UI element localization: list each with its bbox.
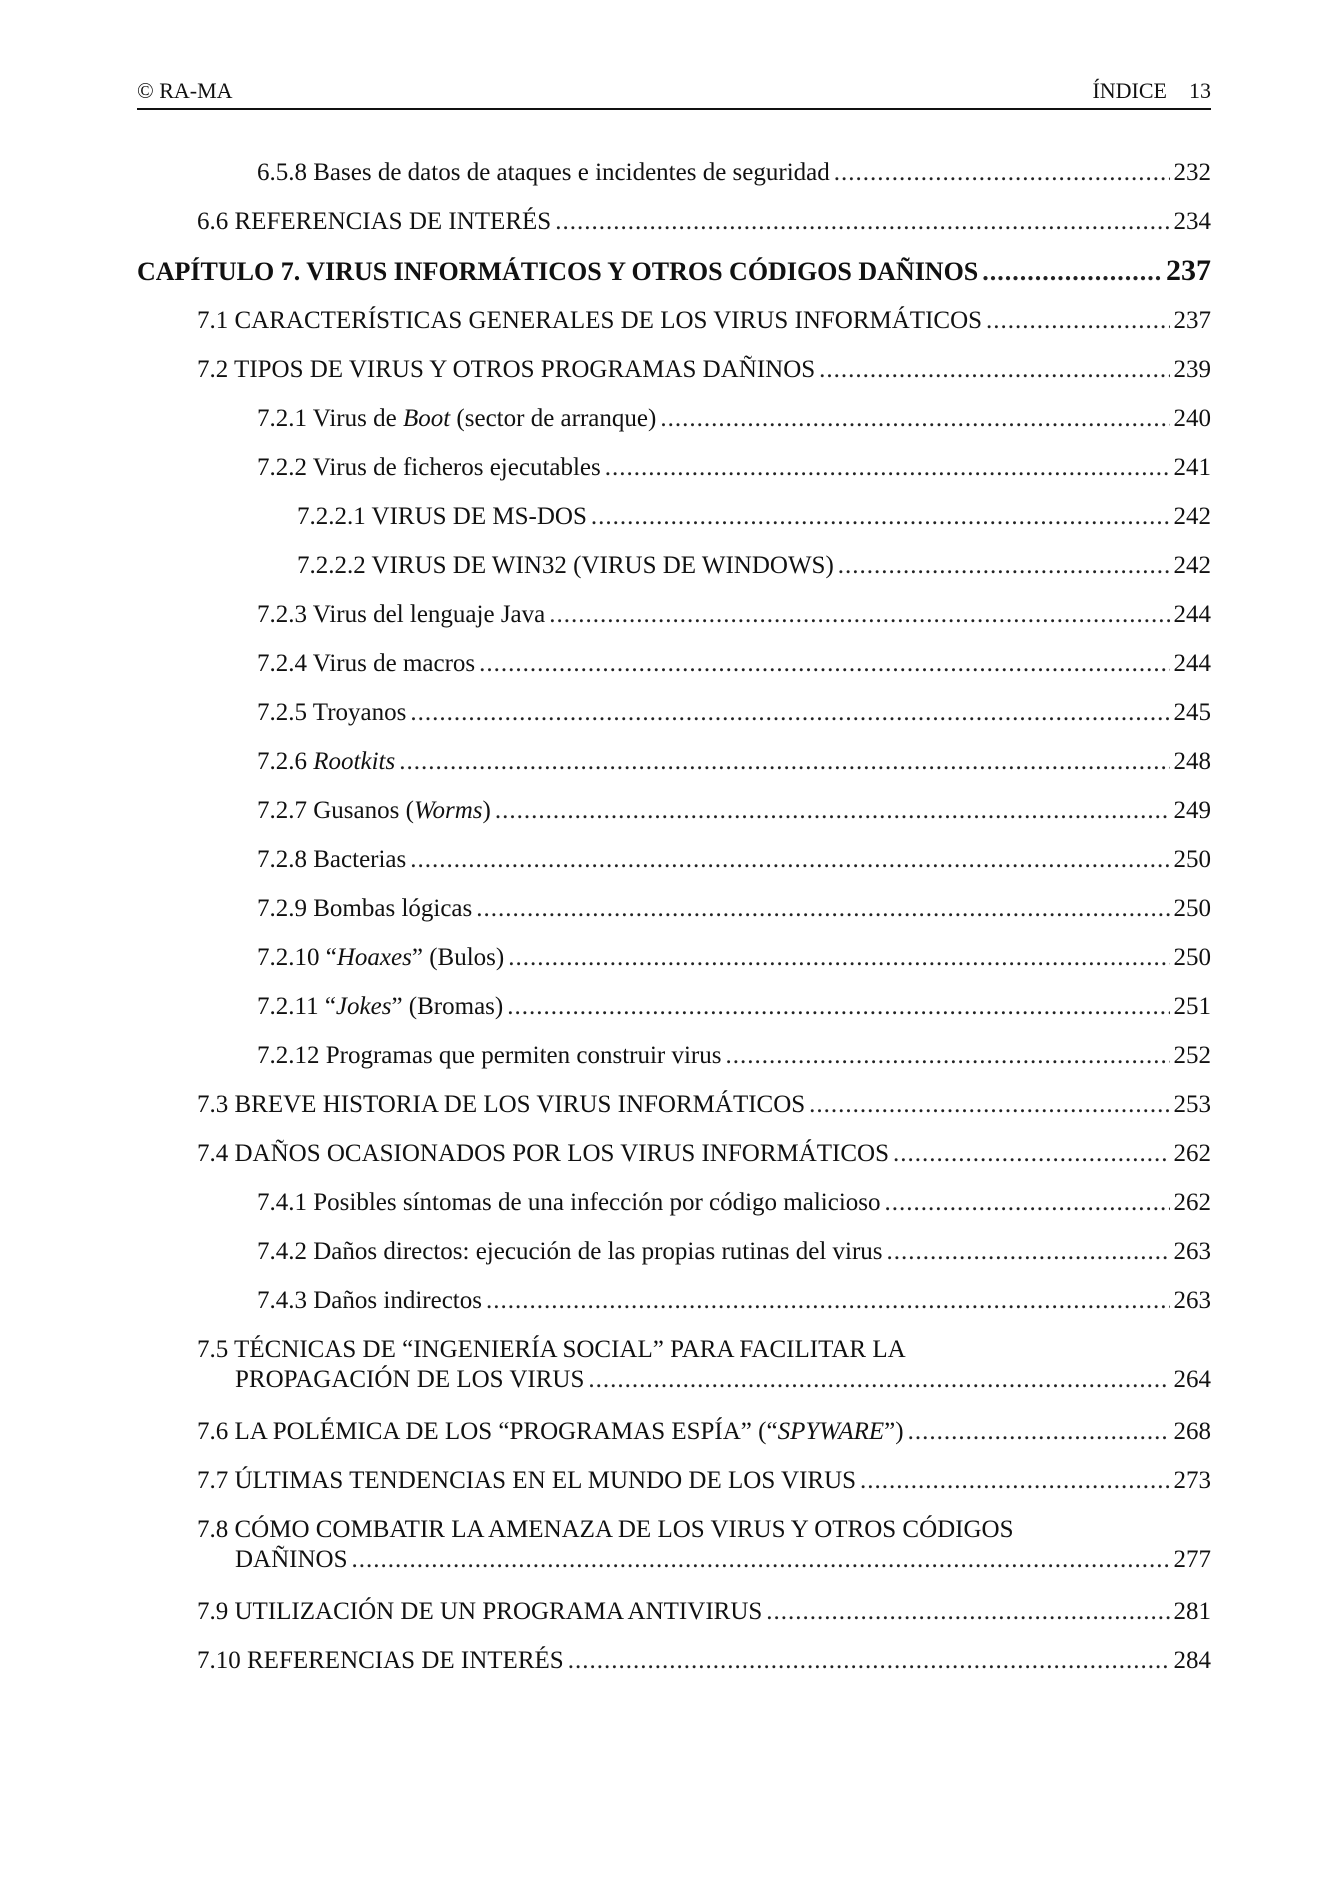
dot-leader [726, 1041, 1170, 1071]
toc-entry [137, 453, 1211, 502]
toc-entry-title: 7.10 REFERENCIAS DE INTERÉS [197, 1647, 564, 1674]
dot-leader [982, 257, 1162, 287]
toc-entry [137, 502, 1211, 551]
dot-leader [568, 1646, 1170, 1676]
toc-entry-page: 262 [1173, 1140, 1211, 1167]
toc-chapter-entry [137, 256, 1211, 306]
toc-entry-line2 [197, 1545, 1211, 1575]
toc-entry [137, 992, 1211, 1041]
toc-entry [137, 1090, 1211, 1139]
toc-entry-title: 6.6 REFERENCIAS DE INTERÉS [197, 208, 552, 235]
title-italic: Worms [413, 797, 483, 824]
toc-entry-title-line1: 7.5 TÉCNICAS DE “INGENIERÍA SOCIAL” PARA FACILITAR LA [197, 1336, 906, 1363]
toc-entry-page: 240 [1173, 405, 1211, 432]
toc-entry-title-line2: DAÑINOS [235, 1546, 348, 1573]
toc-entry-multiline [137, 1335, 1211, 1417]
toc-entry-page: 249 [1173, 797, 1211, 824]
toc-entry-page: 284 [1173, 1647, 1211, 1674]
toc-entry [137, 600, 1211, 649]
title-text: 7.2.7 Gusanos ( [257, 797, 414, 824]
toc-entry-title: 7.2.2.2 VIRUS DE WIN32 (VIRUS DE WINDOWS) [297, 552, 834, 579]
dot-leader [486, 1286, 1170, 1316]
title-text: 7.6 LA POLÉMICA DE LOS “PROGRAMAS ESPÍA” (“ [197, 1418, 778, 1445]
dot-leader [908, 1417, 1170, 1447]
toc-entry-page: 281 [1173, 1598, 1211, 1625]
toc-entry [137, 207, 1211, 256]
toc-entry-page: 232 [1173, 159, 1211, 186]
toc-entry-page: 268 [1173, 1418, 1211, 1445]
toc-entry-page: 239 [1173, 356, 1211, 383]
toc-entry [137, 1237, 1211, 1286]
dot-leader [605, 453, 1170, 483]
toc-entry-title: 7.2.4 Virus de macros [257, 650, 476, 677]
toc-entry-title-line1: 7.8 CÓMO COMBATIR LA AMENAZA DE LOS VIRUS Y OTROS CÓDIGOS [197, 1516, 1014, 1543]
dot-leader [819, 355, 1169, 385]
toc-entry [137, 306, 1211, 355]
toc-entry-title: 7.2.3 Virus del lenguaje Java [257, 601, 546, 628]
dot-leader [410, 698, 1169, 728]
toc-entry-title [257, 747, 395, 777]
dot-leader [986, 306, 1169, 336]
toc-entry-title: 7.2.2 Virus de ficheros ejecutables [257, 454, 601, 481]
running-header [137, 74, 1211, 110]
title-italic: Hoaxes [336, 944, 412, 971]
title-text: ” (Bromas) [391, 993, 504, 1020]
dot-leader [860, 1466, 1169, 1496]
toc-entry-page: 250 [1173, 944, 1211, 971]
dot-leader [549, 600, 1169, 630]
toc-entry [137, 551, 1211, 600]
dot-leader [838, 551, 1170, 581]
dot-leader [591, 502, 1170, 532]
toc-entry [137, 1041, 1211, 1090]
toc-entry [137, 355, 1211, 404]
toc-entry-title: 7.7 ÚLTIMAS TENDENCIAS EN EL MUNDO DE LOS VIRUS [197, 1467, 857, 1494]
toc-entry [137, 698, 1211, 747]
dot-leader [507, 992, 1169, 1022]
toc-entry-page: 263 [1173, 1287, 1211, 1314]
toc-entry-page: 273 [1173, 1467, 1211, 1494]
title-italic: SPYWARE [777, 1418, 885, 1445]
dot-leader [352, 1545, 1170, 1575]
toc-entry-title: 7.2.12 Programas que permiten construir virus [257, 1042, 722, 1069]
toc-entry-page: 237 [1173, 307, 1211, 334]
toc-entry [137, 1286, 1211, 1335]
toc-entry-page: 234 [1173, 208, 1211, 235]
toc-entry [137, 1139, 1211, 1188]
header-right [1092, 78, 1211, 104]
toc-entry [137, 1646, 1211, 1695]
dot-leader [887, 1237, 1170, 1267]
dot-leader [885, 1188, 1170, 1218]
dot-leader [476, 894, 1169, 924]
dot-leader [766, 1597, 1169, 1627]
title-italic: Jokes [335, 993, 392, 1020]
toc-entry-title [257, 796, 491, 826]
toc-entry [137, 649, 1211, 698]
dot-leader [399, 747, 1169, 777]
toc-entry-page: 245 [1173, 699, 1211, 726]
toc-entry-page: 242 [1173, 552, 1211, 579]
page-number: 13 [1189, 78, 1211, 103]
dot-leader [495, 796, 1170, 826]
title-text: 7.2.11 “ [257, 993, 336, 1020]
chapter-page: 237 [1166, 254, 1211, 287]
toc-entry-page: 248 [1173, 748, 1211, 775]
toc-entry [137, 1597, 1211, 1646]
table-of-contents [137, 158, 1211, 1695]
toc-entry-line2 [197, 1365, 1211, 1395]
toc-entry-title: 7.2.2.1 VIRUS DE MS-DOS [297, 503, 587, 530]
toc-entry-page: 250 [1173, 895, 1211, 922]
toc-entry-title: 7.2.8 Bacterias [257, 846, 407, 873]
toc-entry [137, 1417, 1211, 1466]
toc-entry [137, 747, 1211, 796]
toc-entry-title: 6.5.8 Bases de datos de ataques e incidentes de seguridad [257, 159, 830, 186]
toc-entry-title: 7.4.3 Daños indirectos [257, 1287, 482, 1314]
toc-entry-page: 262 [1173, 1189, 1211, 1216]
toc-entry-title [257, 943, 504, 973]
title-text: ) [482, 797, 491, 824]
toc-entry-title: 7.4.2 Daños directos: ejecución de las propias rutinas del virus [257, 1238, 883, 1265]
title-text: (sector de arranque) [450, 405, 657, 432]
toc-entry-page: 263 [1173, 1238, 1211, 1265]
dot-leader [410, 845, 1169, 875]
dot-leader [660, 404, 1169, 434]
toc-entry-page: 252 [1173, 1042, 1211, 1069]
toc-entry-title: 7.1 CARACTERÍSTICAS GENERALES DE LOS VIRUS INFORMÁTICOS [197, 307, 983, 334]
toc-entry [137, 796, 1211, 845]
toc-entry-page: 242 [1173, 503, 1211, 530]
title-italic: Rootkits [313, 748, 396, 775]
toc-entry-title [197, 1417, 904, 1447]
title-text: 7.2.10 “ [257, 944, 337, 971]
dot-leader [555, 207, 1169, 237]
toc-entry [137, 404, 1211, 453]
chapter-title: CAPÍTULO 7. VIRUS INFORMÁTICOS Y OTROS CÓDIGOS DAÑINOS [137, 257, 979, 286]
dot-leader [479, 649, 1169, 679]
publisher-mark: © RA-MA [137, 78, 233, 103]
toc-entry [137, 1466, 1211, 1515]
toc-entry [137, 943, 1211, 992]
dot-leader [834, 158, 1170, 188]
toc-entry-title: 7.4 DAÑOS OCASIONADOS POR LOS VIRUS INFORMÁTICOS [197, 1140, 890, 1167]
toc-entry-title: 7.4.1 Posibles síntomas de una infección por código malicioso [257, 1189, 881, 1216]
title-text: 7.2.1 Virus de [257, 405, 403, 432]
toc-entry-page: 241 [1173, 454, 1211, 481]
toc-entry-page: 277 [1173, 1546, 1211, 1573]
dot-leader [809, 1090, 1169, 1120]
toc-entry-page: 251 [1173, 993, 1211, 1020]
toc-entry-title-line2: PROPAGACIÓN DE LOS VIRUS [235, 1366, 585, 1393]
toc-entry-title [257, 992, 503, 1022]
toc-entry-title: 7.2.9 Bombas lógicas [257, 895, 473, 922]
dot-leader [893, 1139, 1169, 1169]
toc-entry-title: 7.2.5 Troyanos [257, 699, 407, 726]
toc-entry-page: 244 [1173, 650, 1211, 677]
toc-entry [137, 845, 1211, 894]
toc-entry-multiline [137, 1515, 1211, 1597]
title-text: ” (Bulos) [411, 944, 505, 971]
toc-entry [137, 158, 1211, 207]
toc-entry [137, 894, 1211, 943]
section-title: ÍNDICE [1092, 78, 1167, 103]
toc-entry-page: 244 [1173, 601, 1211, 628]
toc-entry-title: 7.2 TIPOS DE VIRUS Y OTROS PROGRAMAS DAÑINOS [197, 356, 816, 383]
toc-entry-title: 7.9 UTILIZACIÓN DE UN PROGRAMA ANTIVIRUS [197, 1598, 763, 1625]
toc-entry-page: 250 [1173, 846, 1211, 873]
dot-leader [588, 1365, 1169, 1395]
toc-entry-title [257, 404, 656, 434]
title-text: 7.2.6 [257, 748, 314, 775]
title-italic: Boot [402, 405, 451, 432]
toc-entry-page: 253 [1173, 1091, 1211, 1118]
toc-entry [137, 1188, 1211, 1237]
toc-entry-title: 7.3 BREVE HISTORIA DE LOS VIRUS INFORMÁTICOS [197, 1091, 806, 1118]
title-text: ”) [884, 1418, 904, 1445]
dot-leader [508, 943, 1169, 973]
toc-entry-page: 264 [1173, 1366, 1211, 1393]
